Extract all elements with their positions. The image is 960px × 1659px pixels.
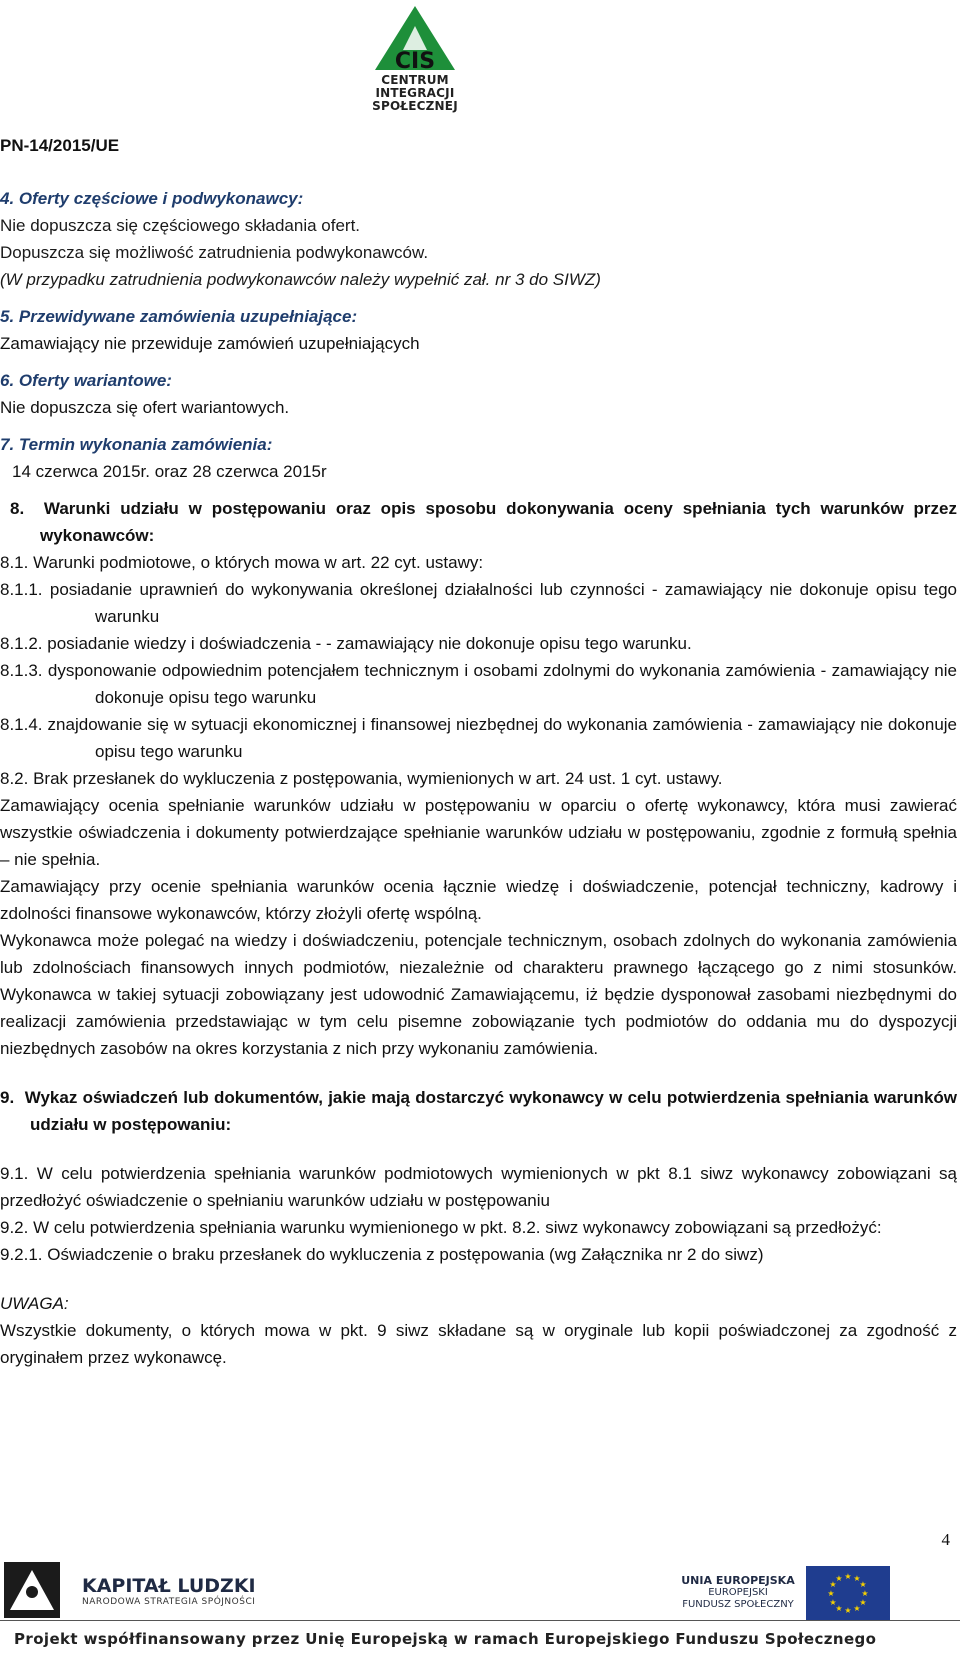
section-9-2-1: 9.2.1. Oświadczenie o braku przesłanek do wykluczenia z postępowania (wg Załącznika nr 2 do siwz) [0, 1245, 764, 1264]
document-id: PN-14/2015/UE [0, 136, 120, 155]
section-8-para1: Zamawiający ocenia spełnianie warunków udziału w postępowaniu w oparciu o ofertę wykonawcy, która musi zawierać wszystkie oświadczenia i dokumenty potwierdzające spełnianie warunków udziału w postępowaniu, zgodnie z formułą spełnia – nie spełnia. [0, 796, 957, 869]
section-8-1-1: 8.1.1. posiadanie uprawnień do wykonywania określonej działalności lub czynności - zamawiający nie dokonuje opisu tego warunku [0, 580, 957, 626]
section-4-heading: 4. Oferty częściowe i podwykonawcy: [0, 189, 304, 208]
section-5-line1: Zamawiający nie przewiduje zamówień uzupełniających [0, 334, 420, 353]
kapital-ludzki-text [82, 1576, 256, 1608]
section-9-2: 9.2. W celu potwierdzenia spełniania warunku wymienionego w pkt. 8.2. siwz wykonawcy zobowiązani są przedłożyć: [0, 1218, 882, 1237]
page-number: 4 [941, 1530, 950, 1549]
eu-line1: UNIA EUROPEJSKA [681, 1574, 795, 1587]
cis-line1: CENTRUM [381, 73, 449, 87]
section-6-line1: Nie dopuszcza się ofert wariantowych. [0, 398, 290, 417]
cis-abbr: CIS [394, 49, 436, 74]
eu-text [678, 1574, 798, 1611]
section-4-line3: (W przypadku zatrudnienia podwykonawców należy wypełnić zał. nr 3 do SIWZ) [0, 270, 601, 289]
section-9-heading [0, 1084, 957, 1138]
svg-text:★: ★ [835, 1574, 843, 1583]
section-8-1-3: 8.1.3. dysponowanie odpowiednim potencjałem technicznym i osobami zdolnymi do wykonania zamówienia - zamawiający nie dokonuje opisu tego warunku [0, 661, 957, 707]
section-7-heading: 7. Termin wykonania zamówienia: [0, 435, 273, 454]
section-8-title: Warunki udziału w postępowaniu oraz opis sposobu dokonywania oceny spełniania tych warunków przez wykonawców: [40, 499, 957, 545]
cis-line2: INTEGRACJI [375, 86, 455, 100]
kl-title: KAPITAŁ LUDZKI [82, 1575, 256, 1597]
section-6-heading: 6. Oferty wariantowe: [0, 371, 172, 390]
cis-logo [367, 4, 463, 118]
section-8-1: 8.1. Warunki podmiotowe, o których mowa w art. 22 cyt. ustawy: [0, 553, 484, 572]
section-9-number: 9. [0, 1088, 15, 1107]
footer [0, 1560, 960, 1659]
kapital-ludzki-logo-icon [2, 1560, 62, 1620]
uwaga-label: UWAGA: [0, 1294, 69, 1313]
footer-funding-band [0, 1620, 960, 1659]
section-8-1-4: 8.1.4. znajdowanie się w sytuacji ekonomicznej i finansowej niezbędnej do wykonania zamówienia - zamawiający nie dokonuje opisu tego warunku [0, 715, 957, 761]
section-8-para2: Zamawiający przy ocenie spełniania warunków ocenia łącznie wiedzę i doświadczenie, potencjał techniczny, kadrowy i zdolności finansowe wykonawców, którzy złożyli ofertę wspólną. [0, 877, 957, 923]
section-8-2: 8.2. Brak przesłanek do wykluczenia z postępowania, wymienionych w art. 24 ust. 1 cyt. ustawy. [0, 769, 723, 788]
eu-line3: FUNDUSZ SPOŁECZNY [682, 1599, 794, 1610]
svg-text:★: ★ [827, 1589, 835, 1598]
eu-line2: EUROPEJSKI [708, 1587, 768, 1598]
svg-text:★: ★ [829, 1598, 837, 1607]
svg-text:★: ★ [859, 1598, 867, 1607]
section-8-para3: Wykonawca może polegać na wiedzy i doświadczeniu, potencjale technicznym, osobach zdolnych do wykonania zamówienia lub zdolnościach finansowych innych podmiotów, niezależnie od charakteru prawnego łączącego go z nimi stosunków. Wykonawca w takiej sytuacji zobowiązany jest udowodnić Zamawiającemu, iż będzie dysponował zasobami niezbędnymi do realizacji zamówienia przedstawiając w tym celu pisemne zobowiązanie tych podmiotów do oddania mu do dyspozycji niezbędnych zasobów na okres korzystania z nich przy wykonaniu zamówienia. [0, 931, 957, 1058]
svg-text:★: ★ [829, 1580, 837, 1589]
svg-text:★: ★ [835, 1604, 843, 1613]
section-8-number: 8. [10, 499, 25, 518]
cis-line3: SPOŁECZNEJ [372, 99, 458, 113]
svg-text:★: ★ [853, 1574, 861, 1583]
kl-subtitle: NARODOWA STRATEGIA SPÓJNOŚCI [82, 1597, 256, 1607]
document-body [0, 185, 957, 1371]
funding-statement: Projekt współfinansowany przez Unię Europejską w ramach Europejskiego Funduszu Społecznego [14, 1630, 877, 1648]
section-8-heading [0, 495, 957, 549]
svg-text:★: ★ [853, 1604, 861, 1613]
section-4-line2: Dopuszcza się możliwość zatrudnienia podwykonawców. [0, 243, 429, 262]
svg-text:★: ★ [844, 1572, 852, 1581]
section-9-title: Wykaz oświadczeń lub dokumentów, jakie mają dostarczyć wykonawcy w celu potwierdzenia spełniania warunków udziału w postępowaniu: [24, 1088, 958, 1134]
svg-text:★: ★ [861, 1589, 869, 1598]
section-8-1-2: 8.1.2. posiadanie wiedzy i doświadczenia - - zamawiający nie dokonuje opisu tego warunku. [0, 634, 692, 653]
cis-triangle-icon [367, 4, 463, 74]
svg-text:★: ★ [859, 1580, 867, 1589]
uwaga-text: Wszystkie dokumenty, o których mowa w pkt. 9 siwz składane są w oryginale lub kopii poświadczonej za zgodność z oryginałem przez wykonawcę. [0, 1321, 957, 1367]
svg-text:★: ★ [844, 1606, 852, 1615]
eu-flag-icon [806, 1566, 890, 1622]
section-5-heading: 5. Przewidywane zamówienia uzupełniające: [0, 307, 358, 326]
section-7-line1: 14 czerwca 2015r. oraz 28 czerwca 2015r [12, 462, 327, 481]
section-9-1: 9.1. W celu potwierdzenia spełniania warunków podmiotowych wymienionych w pkt 8.1 siwz wykonawcy zobowiązani są przedłożyć oświadczenie o spełnianiu warunków udziału w postępowaniu [0, 1164, 957, 1210]
section-4-line1: Nie dopuszcza się częściowego składania ofert. [0, 216, 361, 235]
